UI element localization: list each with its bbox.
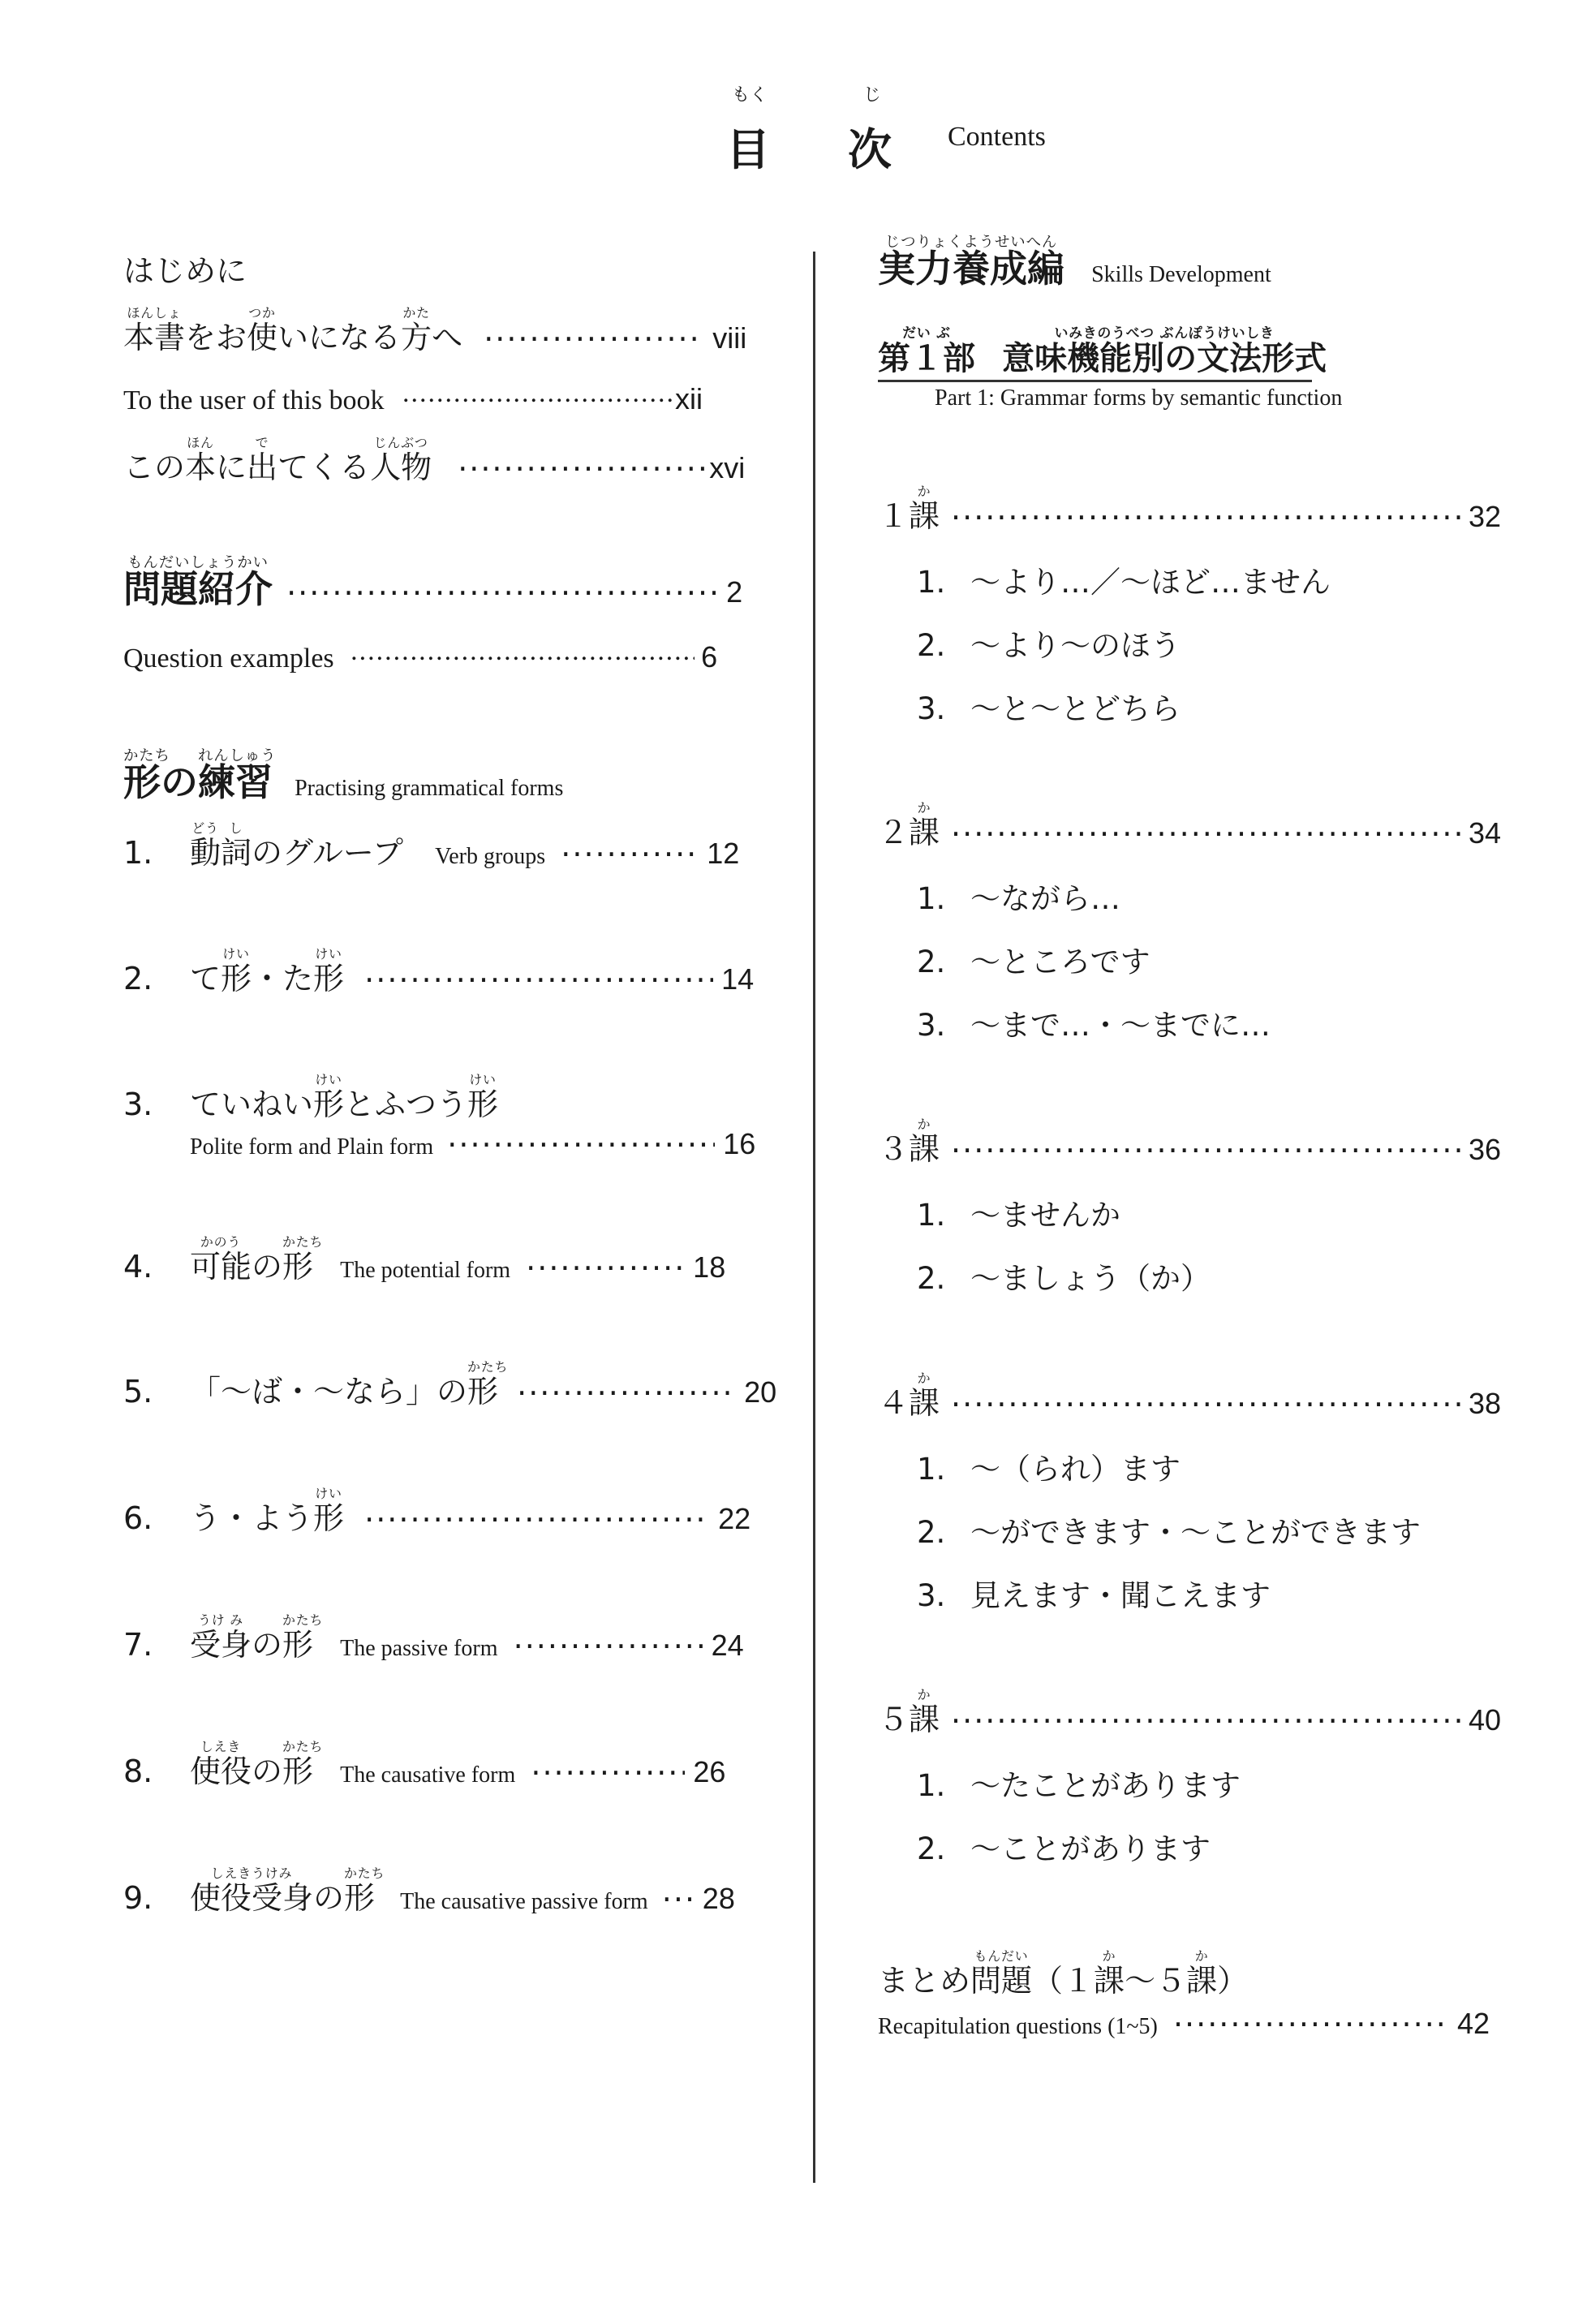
page-number: xvi [709, 451, 746, 484]
page-number: 16 [723, 1127, 756, 1160]
page-number: 28 [702, 1882, 735, 1915]
page-number: 2 [726, 575, 743, 609]
lesson-1-point-3[interactable]: 3. 〜と〜とどちら [917, 691, 1181, 726]
page-number: 34 [1469, 816, 1502, 850]
lesson-5-point-1[interactable]: 1. 〜たことがあります [917, 1768, 1241, 1803]
leader-dots [447, 1118, 715, 1154]
lesson-4-point-2[interactable]: 2. 〜ができます・〜ことができます [917, 1515, 1421, 1550]
leader-dots [517, 1366, 736, 1402]
leader-dots [951, 1694, 1462, 1730]
toc-entry-lesson-5[interactable]: ５ か 課..... 40 [878, 1694, 1501, 1739]
toc-entry-form-3-sub[interactable]: Polite form and Plain form ..... 16 [190, 1118, 755, 1161]
leader-dots [458, 442, 709, 478]
leader-dots [951, 491, 1462, 527]
page-number: 6 [701, 640, 718, 674]
lesson-1-point-1[interactable]: 1. 〜より…／〜ほど…ません [917, 565, 1331, 600]
toc-entry-lesson-1[interactable]: １ か 課..... 32 [878, 491, 1501, 536]
toc-entry-questions[interactable]: もんだいしょうかい 問題紹介 ..... 2 [123, 560, 742, 613]
lesson-2-point-1[interactable]: 1. 〜ながら… [917, 881, 1120, 916]
lesson-5-point-2[interactable]: 2. 〜ことがあります [917, 1831, 1211, 1866]
title-english: Contents [948, 122, 1046, 152]
lesson-3-point-2[interactable]: 2. 〜ましょう（か） [917, 1261, 1211, 1296]
title-ruby-1: もく [732, 85, 768, 105]
lesson-1-point-2[interactable]: 2. 〜より〜のほう [917, 628, 1181, 663]
leader-dots [531, 1746, 685, 1782]
toc-entry-lesson-4[interactable]: ４ か 課..... 38 [878, 1378, 1501, 1422]
lesson-4-point-3[interactable]: 3. 見えます・聞こえます [917, 1578, 1271, 1613]
leader-dots [526, 1242, 685, 1277]
leader-dots [351, 636, 695, 667]
toc-entry-form-1[interactable]: 1. どう 動 し 詞のグループ Verb groups ..... 12 [123, 828, 739, 872]
toc-entry-form-6[interactable]: 6. う・よう けい 形 ..... 22 [123, 1493, 750, 1538]
page-number: 12 [707, 837, 740, 870]
lesson-4-point-1[interactable]: 1. 〜（られ）ます [917, 1452, 1181, 1487]
title-ruby-2: じ [863, 85, 882, 105]
lesson-2-point-3[interactable]: 3. 〜まで…・〜までに… [917, 1008, 1271, 1043]
toc-entry-intro-3[interactable]: この ほん 本に で 出てくる じんぶつ 人物 ..... xvi [123, 442, 745, 487]
leader-dots [662, 1873, 695, 1909]
page-title [0, 81, 1587, 175]
title-kanji-2: 次 [848, 124, 892, 175]
toc-entry-form-5[interactable]: 5. 「〜ば・〜なら」の かたち 形 ..... 20 [123, 1366, 776, 1411]
intro-heading: はじめに [123, 253, 247, 289]
toc-entry-form-8[interactable]: 8. しえき 使役の かたち 形 The causative form ..... 26 [123, 1746, 725, 1791]
leader-dots [561, 828, 699, 863]
page-number: 14 [721, 962, 755, 996]
leader-dots [514, 1620, 703, 1655]
page-number: 18 [693, 1250, 726, 1284]
lesson-2-point-2[interactable]: 2. 〜ところです [917, 945, 1150, 979]
column-divider [813, 252, 815, 2183]
leader-dots [286, 566, 716, 602]
title-kanji-1: 目 [726, 124, 770, 175]
toc-entry-recap[interactable]: Recapitulation questions (1~5) ..... 42 [878, 1998, 1490, 2041]
part1-underline [878, 380, 1312, 382]
page-number: 26 [693, 1755, 726, 1788]
leader-dots [951, 1378, 1462, 1414]
leader-dots [951, 807, 1462, 843]
leader-dots [1173, 1998, 1449, 2034]
page-number: 42 [1456, 2007, 1490, 2040]
page-number: xii [675, 382, 703, 415]
part1-heading: だい ぶ 第１部 いみきのうべつ ぶんぽうけいしき 意味機能別の文法形式 [878, 324, 1327, 377]
page-number: 24 [711, 1629, 744, 1662]
leader-dots [951, 1124, 1462, 1160]
page-number: 22 [718, 1502, 751, 1535]
page-number: 38 [1469, 1387, 1502, 1420]
page-number: 40 [1469, 1703, 1502, 1737]
skills-heading: じつりょくようせいへん 実力養成編 Skills Development [878, 233, 1271, 290]
lesson-3-point-1[interactable]: 1. 〜ませんか [917, 1198, 1120, 1233]
toc-entry-form-3-title[interactable]: 3. ていねい けい 形とふつう けい 形 [123, 1071, 499, 1122]
leader-dots [364, 1493, 710, 1529]
page-number: 36 [1469, 1133, 1502, 1166]
toc-entry-question-examples[interactable]: Question examples ..... 6 [123, 636, 717, 674]
toc-entry-intro-2[interactable]: To the user of this book ..... xii [123, 378, 703, 416]
page-number: viii [712, 321, 747, 355]
toc-entry-lesson-3[interactable]: ３ か 課..... 36 [878, 1124, 1501, 1168]
toc-entry-form-2[interactable]: 2. て けい 形・た けい 形 ..... 14 [123, 953, 754, 998]
page-number: 32 [1469, 500, 1502, 533]
toc-entry-form-9[interactable]: 9. しえきうけみ 使役受身の かたち 形 The causative passive form ..... 28 [123, 1873, 735, 1917]
toc-entry-lesson-2[interactable]: ２ か 課..... 34 [878, 807, 1501, 852]
toc-entry-intro-1[interactable]: ほんしょ 本書をお つか 使いになる かた 方へ ..... viii [123, 312, 746, 357]
leader-dots [364, 953, 713, 989]
part1-english: Part 1: Grammar forms by semantic function [935, 385, 1343, 411]
leader-dots [484, 312, 703, 348]
toc-entry-form-7[interactable]: 7. うけ み 受身の かたち 形 The passive form ..... 24 [123, 1620, 744, 1664]
toc-entry-form-4[interactable]: 4. かのう 可能の かたち 形 The potential form ..... 18 [123, 1242, 725, 1286]
recap-title[interactable]: まとめ もんだい 問題（１ か 課〜５ か 課） [878, 1947, 1249, 1999]
leader-dots [402, 378, 675, 409]
forms-heading: かたち 形の れんしゅう 練習 Practising grammatical forms [123, 747, 564, 804]
page-number: 20 [744, 1375, 777, 1409]
